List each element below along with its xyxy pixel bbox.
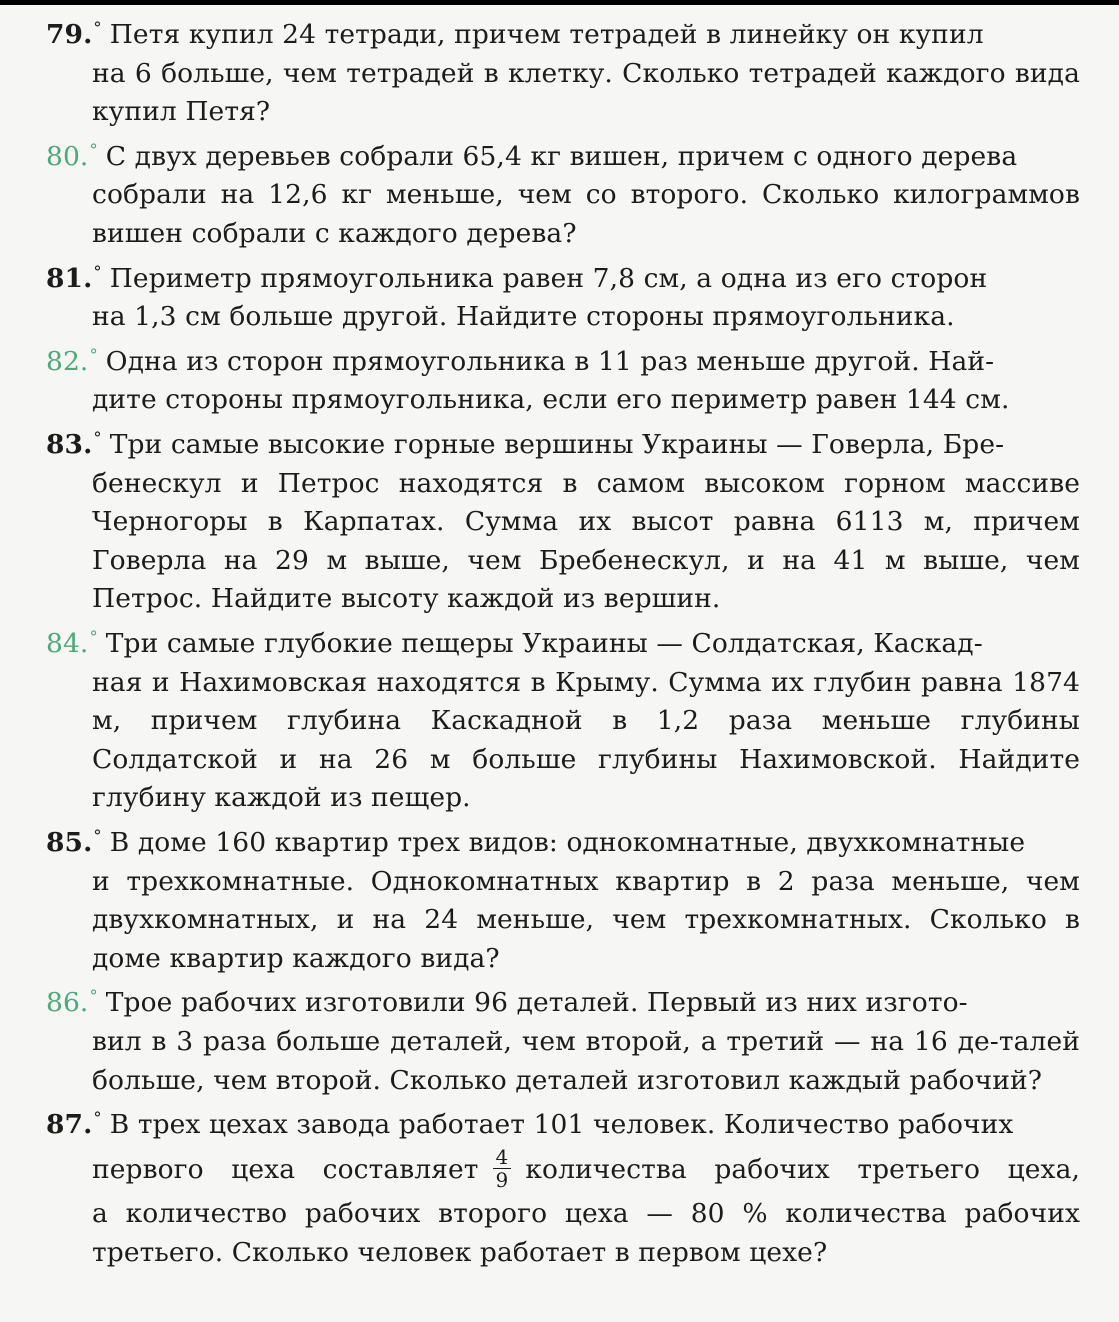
problem-83	[46, 420, 1080, 619]
fraction-numerator: 4	[493, 1146, 512, 1169]
problem-continuation: на 6 больше, чем тетрадей в клетку. Сколько тетрадей каждого вида купил Петя?	[92, 57, 1080, 128]
problem-first-line	[46, 132, 1080, 177]
problem-first-line	[46, 10, 1080, 55]
problem-first-line	[46, 818, 1080, 863]
problem-text: Три самые высокие горные вершины Украины — Говерла, Бре-	[109, 429, 1005, 461]
problem-86	[46, 978, 1080, 1100]
problem-continuation: ная и Нахимовская находятся в Крыму. Сумма их глубин равна 1874 м, причем глубина Каскадной в 1,2 раза меньше глубины Солдатской и на 26 м больше глубины Нахимовской. Найдите глубину каждой из пещер.	[92, 666, 1080, 814]
problem-text: Периметр прямоугольника равен 7,8 см, а одна из его сторон	[109, 262, 988, 294]
problem-text: Петя купил 24 тетради, причем тетрадей в линейку он купил	[109, 19, 984, 51]
problem-number: 79.	[46, 19, 93, 51]
problem-continuation: дите стороны прямоугольника, если его периметр равен 144 см.	[92, 384, 1010, 416]
degree-mark: °	[93, 262, 102, 282]
fraction-denominator: 9	[495, 1168, 509, 1193]
problem-87	[46, 1100, 1080, 1272]
problem-82	[46, 337, 1080, 420]
problem-number: 86.	[46, 987, 89, 1019]
problem-number: 82.	[46, 345, 89, 377]
degree-mark: °	[93, 429, 102, 449]
problem-80	[46, 132, 1080, 254]
problem-first-line	[46, 420, 1080, 465]
problem-text: Трое рабочих изготовили 96 деталей. Первый из них изгото-	[105, 987, 968, 1019]
problem-text: В доме 160 квартир трех видов: однокомнатные, двухкомнатные	[109, 827, 1026, 859]
problem-text: Три самые глубокие пещеры Украины — Солдатская, Каскад-	[105, 628, 983, 660]
problem-79	[46, 10, 1080, 132]
degree-mark: °	[93, 19, 102, 38]
problem-81	[46, 254, 1080, 337]
problem-continuation: собрали на 12,6 кг меньше, чем со второго. Сколько килограммов вишен собрали с каждого дерева?	[92, 179, 1080, 250]
problem-continuation: и трехкомнатные. Однокомнатных квартир в 2 раза меньше, чем двухкомнатных, и на 24 меньше, чем трехкомнатных. Сколько в доме квартир каждого вида?	[92, 865, 1080, 974]
problem-number: 80.	[46, 140, 89, 172]
degree-mark: °	[93, 1109, 102, 1129]
problem-first-line	[46, 254, 1080, 299]
problem-number: 84.	[46, 628, 89, 660]
degree-mark: °	[89, 628, 98, 648]
problem-first-line	[46, 337, 1080, 382]
problem-first-line	[46, 1100, 1080, 1145]
top-rule	[0, 0, 1119, 5]
problem-84	[46, 619, 1080, 818]
fraction-suffix-text: количества рабочих третьего цеха,	[525, 1153, 1080, 1185]
degree-mark: °	[89, 345, 98, 365]
degree-mark: °	[89, 140, 98, 160]
degree-mark: °	[89, 987, 98, 1007]
problem-continuation: бенескул и Петрос находятся в самом высоком горном массиве Черногоры в Карпатах. Сумма их высот равна 6113 м, причем Говерла на 29 м выше, чем Бребенескул, и на 41 м выше, чем Петрос. Найдите высоту каждой из вершин.	[92, 467, 1080, 615]
fraction	[493, 1146, 512, 1191]
problem-number: 81.	[46, 262, 93, 294]
problem-continuation: вил в 3 раза больше деталей, чем второй, а третий — на 16 де-талей больше, чем второй. Сколько деталей изготовил каждый рабочий?	[92, 1026, 1080, 1096]
problem-number: 85.	[46, 827, 93, 859]
problem-85	[46, 818, 1080, 978]
problem-continuation: на 1,3 см больше другой. Найдите стороны прямоугольника.	[92, 301, 955, 333]
textbook-page	[46, 10, 1080, 1272]
problem-fraction-line	[46, 1145, 1080, 1195]
problem-continuation: а количество рабочих второго цеха — 80 % количества рабочих третьего. Сколько человек работает в первом цехе?	[92, 1197, 1080, 1268]
problem-number: 83.	[46, 429, 93, 461]
fraction-prefix-text: первого цеха составляет	[92, 1153, 479, 1185]
degree-mark: °	[93, 827, 102, 847]
problem-text: В трех цехах завода работает 101 человек. Количество рабочих	[109, 1109, 1014, 1141]
problem-first-line	[46, 978, 1080, 1023]
problem-first-line	[46, 619, 1080, 664]
problem-number: 87.	[46, 1109, 93, 1141]
problem-text: Одна из сторон прямоугольника в 11 раз меньше другой. Най-	[105, 345, 995, 377]
problem-text: С двух деревьев собрали 65,4 кг вишен, причем с одного дерева	[105, 140, 1018, 172]
